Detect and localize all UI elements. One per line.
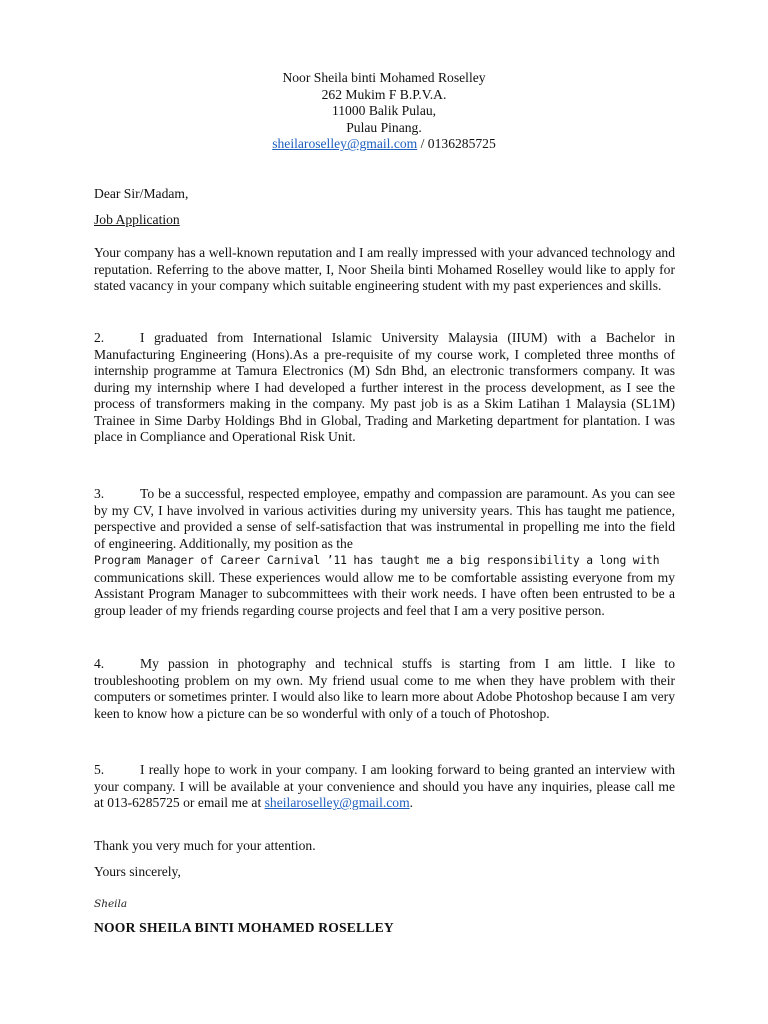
signatory-full-name: NOOR SHEILA BINTI MOHAMED ROSELLEY [94,920,394,935]
paragraph-5-number: 5. [94,762,105,777]
paragraph-3-mono-line: Program Manager of Career Carnival ’11 has taught me a big responsibility a long with [94,554,660,567]
paragraph-5 [94,762,675,812]
salutation: Dear Sir/Madam, [94,186,189,201]
sender-header [0,70,768,153]
sender-address-line1: 262 Mukim F B.P.V.A. [321,86,447,102]
paragraph-3-text-b: communications skill. These experiences would allow me to be comfortable assisting everyone from my Assistant Program Manager to subcommittees with their work needs. I have often been entrusted to be a group leader of my friends regarding course projects and feel that I am a very positive person. [94,569,675,618]
sender-phone: / 0136285725 [417,136,496,152]
paragraph-4-text: My passion in photography and technical stuffs is starting from I am little. I like to troubleshooting problem on my own. My friend usual come to me when they have problem with their computers or sometimes printer. I would also like to learn more about Adobe Photoshop because I am very keen to know how a picture can be so wonderful with only of a touch of Photoshop. [94,656,675,721]
sender-name: Noor Sheila binti Mohamed Roselley [282,70,486,85]
sender-address-line2: 11000 Balik Pulau, [331,103,437,119]
body-email-link[interactable]: sheilaroselley@gmail.com [264,795,410,810]
paragraph-3-text-a: To be a successful, respected employee, empathy and compassion are paramount. As you can see by my CV, I have involved in various activities during my university years. This has taught me patience, perspective and provided a sense of self-satisfaction that was instrumental in propelling me into the field of engineering. Additionally, my position as the [94,486,675,551]
thanks-line: Thank you very much for your attention. [94,838,316,853]
paragraph-2-number: 2. [94,330,105,345]
paragraph-3-number: 3. [94,486,105,501]
paragraph-2 [94,330,675,446]
handwritten-signature: Sheila [94,898,128,910]
intro-paragraph: Your company has a well-known reputation and I am really impressed with your advanced technology and reputation. Referring to the above matter, I, Noor Sheila binti Mohamed Roselley would like to apply for stated vacancy in your company which suitable engineering student with my past experiences and skills. [94,245,675,293]
sender-address-line3: Pulau Pinang. [346,119,422,135]
full-name-line [94,920,675,937]
signature-line [94,895,675,913]
paragraph-5-text: I really hope to work in your company. I am looking forward to being granted an interview with your company. I will be available at your convenience and should you have any inquiries, please call me at 013-6285725 or email me at [94,762,675,810]
paragraph-4-number: 4. [94,656,105,671]
paragraph-4 [94,656,675,722]
subject-line [94,212,675,229]
sender-email-link[interactable]: sheilaroselley@gmail.com [272,136,418,152]
paragraph-2-text: I graduated from International Islamic University Malaysia (IIUM) with a Bachelor in Manufacturing Engineering (Hons).As a pre-requisite of my course work, I completed three months of internship programme at Tamura Electronics (M) Sdn Bhd, an electronic transformers company. It was during my internship where I had developed a further interest in the process development, as I see the process of transformers making in the company. My past job is as a Skim Latihan 1 Malaysia (SL1M) Trainee in Sime Darby Holdings Bhd in Global, Trading and Marketing department for plantation. I was place in Compliance and Operational Risk Unit. [94,330,675,444]
paragraph-3 [94,486,675,619]
subject-text: Job Application [94,212,180,227]
closing-line: Yours sincerely, [94,864,181,879]
paragraph-5-end: . [409,795,414,810]
sender-contact [0,136,768,153]
